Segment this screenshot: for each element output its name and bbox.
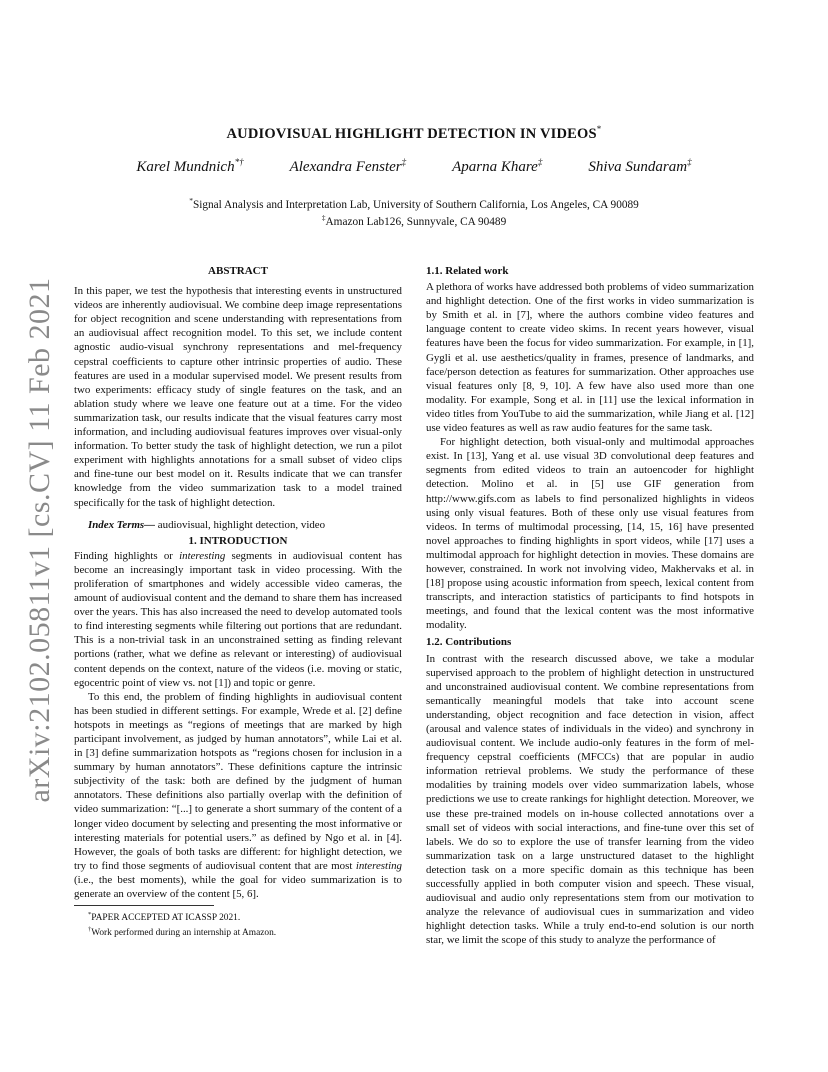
related-work-paragraph-2: For highlight detection, both visual-only and multimodal approaches exist. In [13], Yang et al. use visual 3D convolutional deep features and segments from edited videos to train an autoencoder for highlight detection. Molino et al. in [5] use GIF generation from http://www.gifs.com as labels to find personalized highlights in videos using only visual features. Both of these only use visual features from videos. In terms of multimodal processing, [14, 15, 16] have presented novel approaches to finding highlights in sport videos, while [17] uses a multimodal approach for highlight detection in movies. These domains are however, constrained. In work not involving video, Makhervaks et al. in [18] propose using acoustic information from speech, lexical content from transcripts, and interaction statistics of participants to find hotspots in meetings, and found that the lexical content was the most informative modality. bbox=[426, 436, 754, 632]
author: Karel Mundnich*† bbox=[136, 157, 244, 175]
contributions-heading: 1.2. Contributions bbox=[426, 636, 512, 649]
related-work-heading: 1.1. Related work bbox=[426, 265, 509, 277]
contributions-paragraph: In contrast with the research discussed above, we take a modular supervised approach to the problem of highlight detection in unstructured and unconstrained audiovisual content. We combine representations from semantically meaningful models that take into account scene understanding, object recognition and face detection in vision, affect (arousal and valence states of individuals in the video) and synchrony in audiovisual content. We include audio-only features in the form of mel-frequency cepstral coefficients (MFCCs) that are popular in audio information retrieval problems. We study the performance of these modalities by training models over video summarization labels, whose predictions we use to create rankings for highlight detection. Moreover, we use these pre-trained models on in-house collected annotations over a small set of videos with social interactions, and fine-tune over this set of labels. We do so to explore the use of transfer learning from the video summarization task on a large unstructured dataset to the highlight detection task on a more specific domain as this technique has been successfully applied in both computer vision and speech. These visual, audiovisual and audio only representations stem from our motivation to analyze the relevance of audiovisual cues in summarization and video highlight detection tasks. While a truly end-to-end solution is our north star, we limit the scope of this study to analyze the performance of bbox=[426, 652, 754, 947]
author: Alexandra Fenster‡ bbox=[289, 157, 407, 175]
author-list bbox=[0, 157, 828, 176]
arxiv-stamp bbox=[22, 277, 58, 803]
index-terms: Index Terms— audiovisual, highlight detection, video bbox=[88, 518, 326, 531]
footnote-rule bbox=[74, 905, 214, 906]
paper-title bbox=[0, 124, 828, 143]
arxiv-stamp-text[interactable]: arXiv:2102.05811v1 [cs.CV] 11 Feb 2021 bbox=[23, 277, 56, 803]
introduction-heading: 1. INTRODUCTION bbox=[188, 534, 288, 547]
author: Aparna Khare‡ bbox=[452, 157, 543, 175]
author: Shiva Sundaram‡ bbox=[588, 157, 692, 175]
footnote-accepted: *PAPER ACCEPTED AT ICASSP 2021. bbox=[88, 911, 241, 924]
title-text: AUDIOVISUAL HIGHLIGHT DETECTION IN VIDEOS bbox=[226, 125, 597, 142]
intro-paragraph-1: Finding highlights or interesting segments in audiovisual content has become an increasingly important task in video processing. With the proliferation of smartphones and widely accessible video cameras, the amount of audiovisual content and the demand to share them has increased over the years. This has also increased the need to develop automated tools to find interesting segments while filtering out portions that are redundant. This is a non-trivial task in an unconstrained setting as finding relevant portions (rather, what we define as relevant or interesting) of audiovisual content depends on the context, nature of the videos (i.e. moving or static, egocentric point of view vs. not [1]) and topic or genre. bbox=[74, 549, 402, 689]
left-column bbox=[74, 264, 402, 939]
title-footnote-mark: * bbox=[596, 124, 602, 134]
footnote-internship: †Work performed during an internship at Amazon. bbox=[88, 926, 277, 939]
affiliation-amazon: ‡Amazon Lab126, Sunnyvale, CA 90489 bbox=[321, 213, 507, 228]
right-column bbox=[426, 264, 754, 948]
intro-paragraph-2: To this end, the problem of finding highlights in audiovisual content has been studied in different settings. For example, Wrede et al. [2] define hotspots in meetings as “regions of meetings that are marked by high participant involvement, as judged by human annotators”, while Lai et al. in [3] define summarization hotspots as “regions chosen for inclusion in a summary by human annotators”. These definitions capture the intrinsic subjectivity of the task: both are defined by the judgment of human annotators. These definitions also partially overlap with the definition of video summarization: “[...] to generate a short summary of the content of a longer video document by selecting and presenting the most informative or interesting materials for potential users.” as defined by Ngo et al. in [4]. However, the goals of both tasks are different: for highlight detection, we try to find those segments of audiovisual content that are most interesting (i.e., the best moments), while the goal for video summarization is to generate an overview of the content [5, 6]. bbox=[74, 690, 402, 901]
abstract-text: In this paper, we test the hypothesis that interesting events in unstructured videos are inherently audiovisual. We combine deep image representations for object recognition and scene understanding with representations from an audiovisual affect recognition model. To this set, we include content agnostic audio-visual synchrony representations and mel-frequency cepstral coefficients to capture other intrinsic properties of audio. These features are used in a modular supervised model. We present results from two experiments: efficacy study of single features on the task, and an ablation study where we leave one feature out at a time. For the video summarization task, our results indicate that the visual features carry most information, and including audiovisual features improves over visual-only information. To better study the task of highlight detection, we run a pilot experiment with highlights annotations for a small subset of video clips and fine-tune our best model on it. Results indicate that we can transfer knowledge from the video summarization task to a model trained specifically for the task of highlight detection. bbox=[74, 285, 402, 509]
affiliation-usc: *Signal Analysis and Interpretation Lab, University of Southern California, Los Angeles, CA 90089 bbox=[189, 196, 639, 211]
related-work-paragraph-1: A plethora of works have addressed both problems of video summarization and highlight detection. One of the first works in video summarization is by Smith et al. in [7], where the authors combine video features and language content to create video skims. In recent years however, visual features have been the focus for video summarization. For example, in [1], Gygli et al. use aesthetics/quality in frames, presence of landmarks, and face/person detection as features for summarization. Other approaches use visual features only [8, 9, 10]. A few have also used more than one modality. For example, Song et al. in [11] use the lexical information in video titles from YouTube to aid the summarization, while Jiang et al. [12] use video features as well as raw audio features for the same task. bbox=[426, 281, 754, 435]
abstract-heading: ABSTRACT bbox=[208, 265, 268, 277]
